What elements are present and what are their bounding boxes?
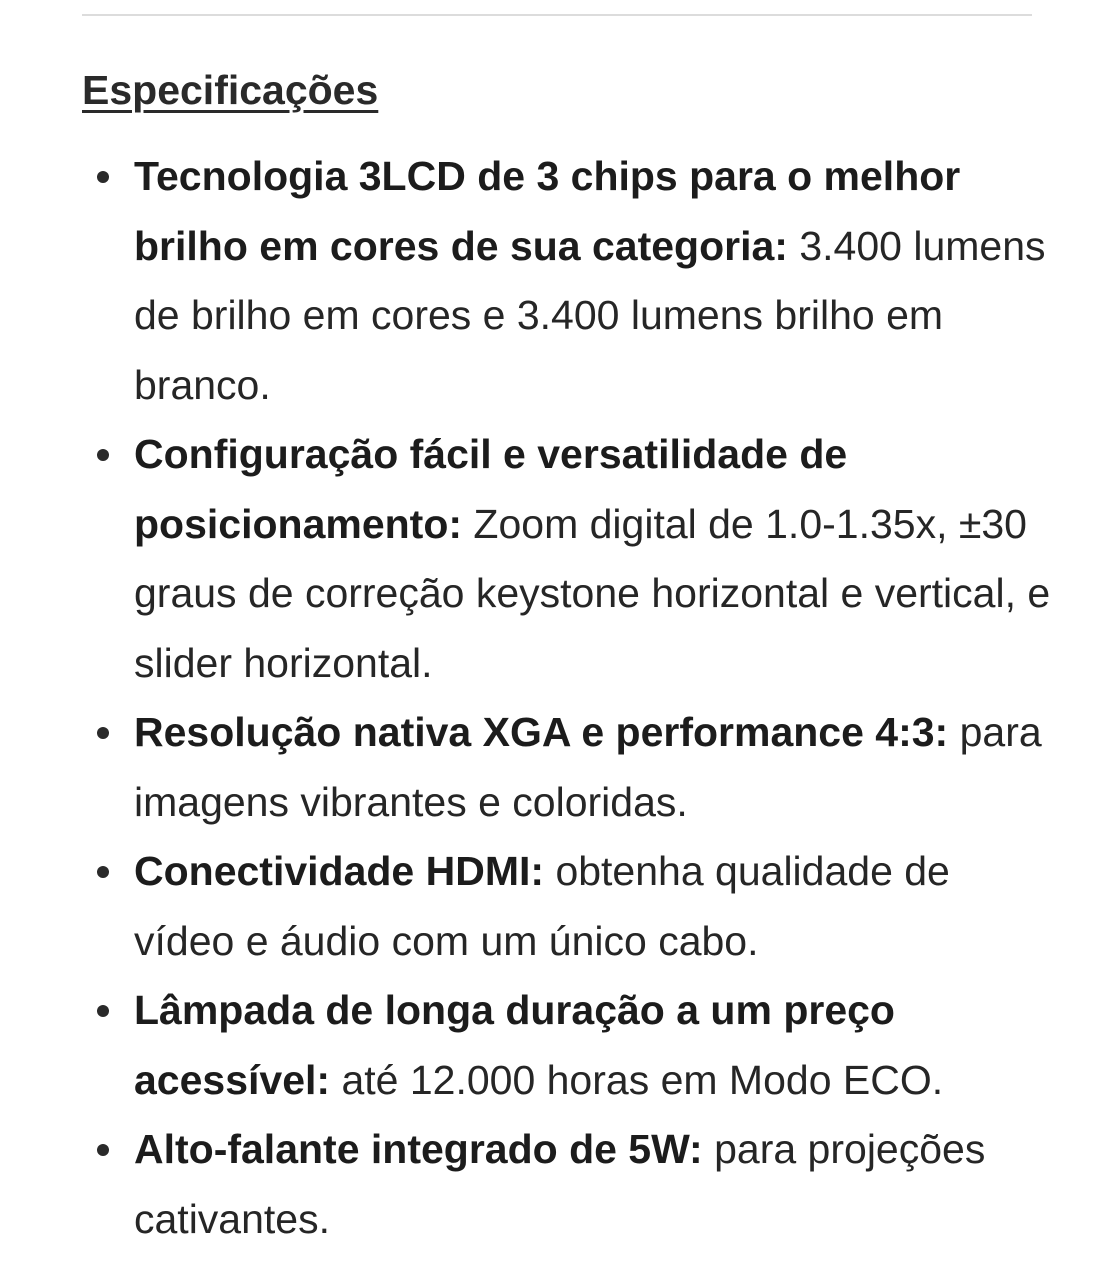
spec-list xyxy=(0,142,1113,1254)
spec-title: Resolução nativa XGA e performance 4:3: xyxy=(134,709,949,755)
spec-item-hdmi xyxy=(0,837,1113,976)
spec-title: Alto-falante integrado de 5W: xyxy=(134,1126,703,1172)
spec-description: para projeções cativantes. xyxy=(134,1126,986,1242)
spec-title: Configuração fácil e versatilidade de posicionamento: xyxy=(134,431,848,547)
spec-description: até 12.000 horas em Modo ECO. xyxy=(330,1056,944,1103)
spec-description: Zoom digital de 1.0-1.35x, ±30 graus de correção keystone horizontal e vertical, e slider horizontal. xyxy=(134,500,1051,686)
spec-item-resolution xyxy=(0,698,1113,837)
spec-item-speaker xyxy=(0,1115,1113,1254)
spec-description: obtenha qualidade de vídeo e áudio com um único cabo. xyxy=(134,848,950,964)
bullet-icon xyxy=(97,866,109,878)
spec-title: Lâmpada de longa duração a um preço acessível: xyxy=(134,987,895,1103)
top-divider xyxy=(82,14,1032,16)
bullet-icon xyxy=(97,1144,109,1156)
bullet-icon xyxy=(97,171,109,183)
spec-description: para imagens vibrantes e coloridas. xyxy=(134,709,1042,825)
section-heading: Especificações xyxy=(82,67,379,113)
spec-description: 3.400 lumens de brilho em cores e 3.400 lumens brilho em branco. xyxy=(134,222,1046,408)
spec-item-brightness xyxy=(0,142,1113,420)
spec-title: Conectividade HDMI: xyxy=(134,848,545,894)
spec-item-setup xyxy=(0,420,1113,698)
bullet-icon xyxy=(97,449,109,461)
bullet-icon xyxy=(97,1005,109,1017)
spec-title: Tecnologia 3LCD de 3 chips para o melhor brilho em cores de sua categoria: xyxy=(134,153,961,269)
spec-item-lamp xyxy=(0,976,1113,1115)
bullet-icon xyxy=(97,727,109,739)
